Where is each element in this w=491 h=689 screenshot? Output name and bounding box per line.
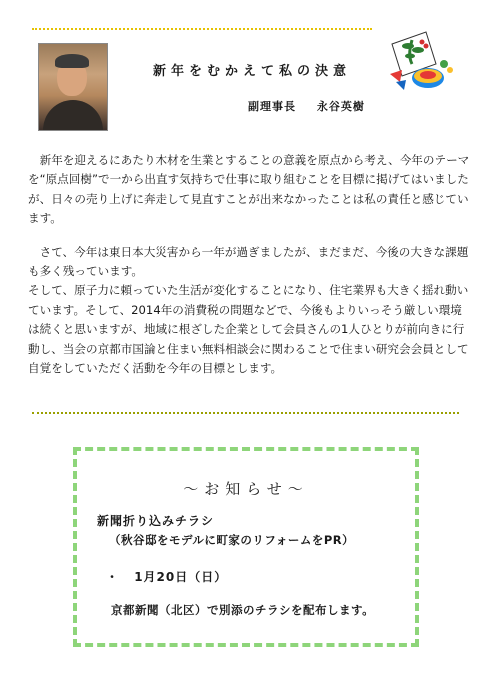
photo-hair-shape	[55, 54, 89, 68]
main-body	[28, 151, 473, 378]
notice-date-line	[106, 568, 227, 585]
top-divider	[32, 28, 372, 30]
bullet: ・	[106, 570, 120, 584]
author-photo	[38, 43, 108, 131]
body-paragraph-1: 新年を迎えるにあたり木材を生業とすることの意義を原点から考え、今年のテーマを“原点回樹”で一から出直す気持ちで仕事に取り組むことを目標に掲げてはいましたが、日々の売り上げに奔走して見直すことが出来なかったことは私の責任と感じています。	[28, 153, 470, 226]
notice-detail: 京都新聞（北区）で別添のチラシを配布します。	[111, 603, 375, 617]
page-title: 新年をむかえて私の決意	[152, 64, 351, 79]
body-paragraph-2: さて、今年は東日本大災害から一年が過ぎましたが、まだまだ、今後の大きな課題も多く残っています。	[28, 244, 469, 279]
photo-body-shape	[43, 100, 103, 131]
notice-item: 新聞折り込みチラシ	[97, 514, 215, 528]
notice-date: 1月20日（日）	[134, 570, 228, 584]
author-name: 永谷英樹	[316, 100, 365, 113]
notice-box	[73, 447, 419, 647]
section-divider	[32, 412, 459, 414]
new-year-decoration-icon	[382, 30, 458, 96]
body-paragraph-3: そして、原子力に頼っていた生活が変化することになり、住宅業界も大きく揺れ動いています。そして、2014年の消費税の問題などで、今後もよりいっそう厳しい環境は続くと思いますが、地域に根ざした企業として会員さんの1人ひとりが前向きに行動し、当会の京都市国論と住まい無料相談会に関わることで住まい研究会会員として自覚をしていただく活動を今年の目標とします。	[28, 283, 469, 376]
author-line	[248, 98, 408, 114]
author-role: 副理事長	[248, 100, 296, 113]
notice-title: ～お知らせ～	[183, 480, 309, 498]
notice-subtitle: （秋谷邸をモデルに町家のリフォームをPR）	[109, 533, 355, 547]
